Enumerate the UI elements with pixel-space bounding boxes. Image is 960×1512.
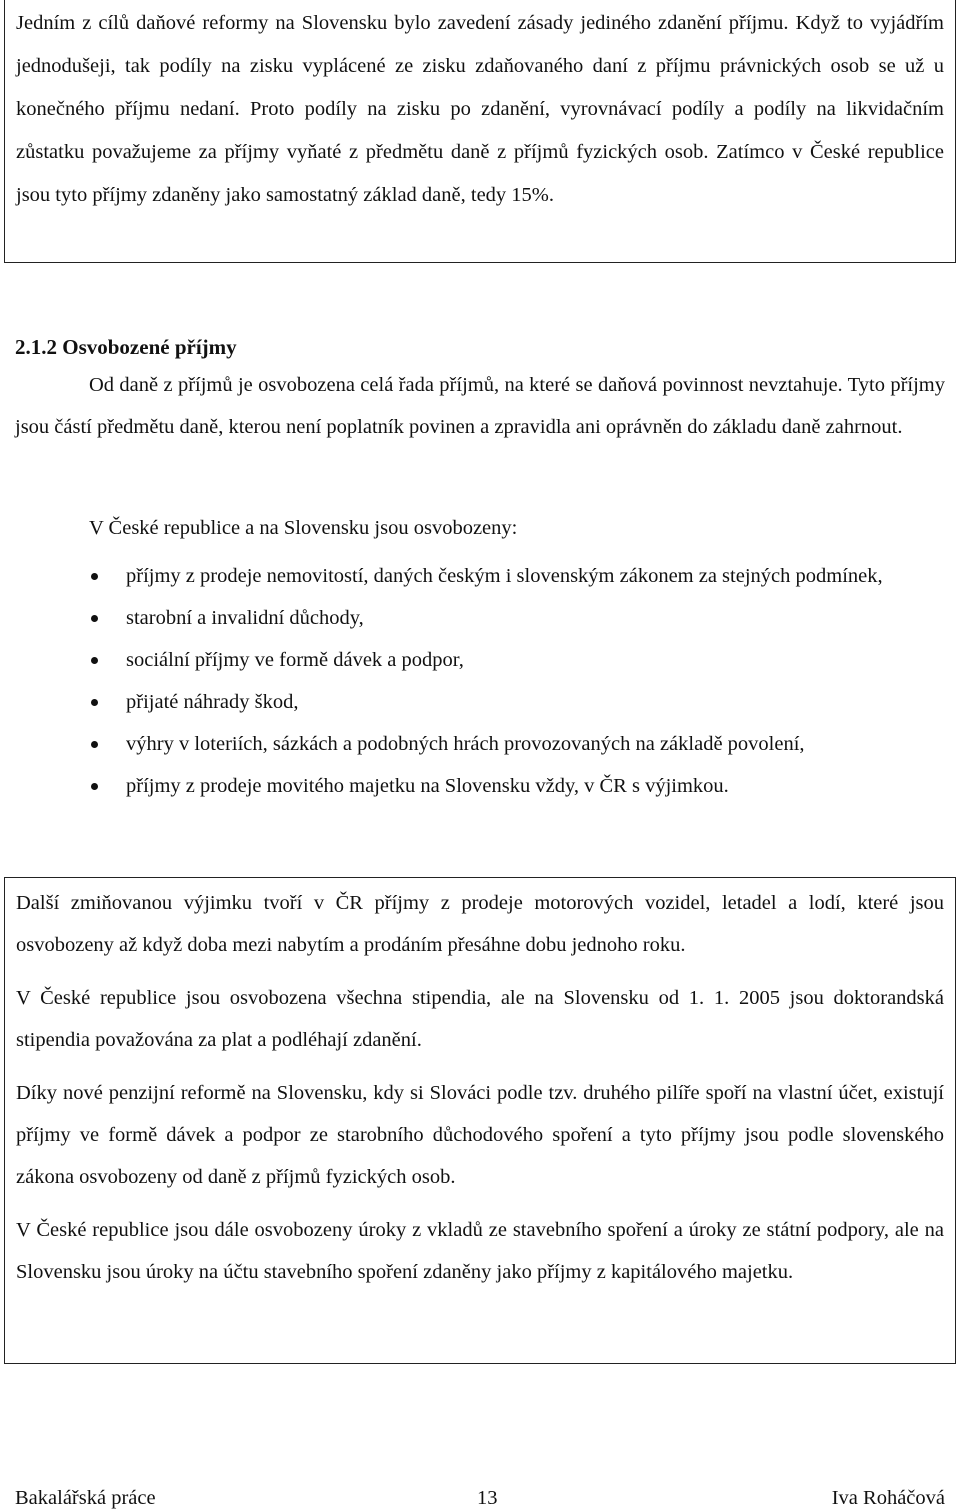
bullet-icon — [91, 699, 98, 706]
footer-author: Iva Roháčová — [831, 1487, 945, 1509]
list-intro: V České republice a na Slovensku jsou osvobozeny: — [89, 517, 518, 539]
paragraph-exempt-income: Od daně z příjmů je osvobozena celá řada příjmů, na které se daňová povinnost nevztahuje. Tyto příjmy jsou částí předmětu daně, kterou není poplatník povinen a zpravidla ani oprávněn do základu daně zahrnout. — [15, 374, 945, 438]
section-heading: 2.1.2 Osvobozené příjmy — [15, 335, 237, 359]
bullet-icon — [91, 615, 98, 622]
page-footer — [15, 1484, 945, 1512]
list-item-text: přijaté náhrady škod, — [126, 691, 299, 713]
bullet-icon — [91, 573, 98, 580]
footer-thesis-label: Bakalářská práce — [15, 1487, 156, 1509]
list-item-text: starobní a invalidní důchody, — [126, 607, 364, 629]
list-item — [0, 604, 960, 632]
paragraph-single-taxation: Jedním z cílů daňové reformy na Slovensku bylo zavedení zásady jediného zdanění příjmu. Když to vyjádřím jednodušeji, tak podíly na zisku vyplácené ze zisku zdaňovaného daní z příjmu právnických osob se už u konečného příjmu nedaní. Proto podíly na zisku po zdanění, vyrovnávací podíly a podíly na likvidačním zůstatku považujeme za příjmy vyňaté z předmětu daně z příjmů fyzických osob. Zatímco v České republice jsou tyto příjmy zdaněny jako samostatný základ daně, tedy 15%. — [16, 12, 944, 206]
bullet-icon — [91, 741, 98, 748]
list-item — [0, 688, 960, 716]
bullet-icon — [91, 657, 98, 664]
list-item — [0, 646, 960, 674]
page-number: 13 — [477, 1487, 498, 1509]
bullet-icon — [91, 783, 98, 790]
list-item-text: příjmy z prodeje nemovitostí, daných českým i slovenským zákonem za stejných podmínek, — [126, 565, 883, 587]
list-item — [0, 772, 960, 800]
paragraph-stipends: V České republice jsou osvobozena všechna stipendia, ale na Slovensku od 1. 1. 2005 jsou doktorandská stipendia považována za plat a podléhají zdanění. — [16, 987, 944, 1051]
list-item-text: výhry v loteriích, sázkách a podobných hrách provozovaných na základě povolení, — [126, 733, 805, 755]
paragraph-vehicles: Další zmiňovanou výjimku tvoří v ČR příjmy z prodeje motorových vozidel, letadel a lodí, které jsou osvobozeny až když doba mezi nabytím a prodáním přesáhne dobu jednoho roku. — [16, 892, 944, 956]
list-item — [0, 562, 960, 590]
boxed-text-top — [4, 0, 956, 263]
section-body — [15, 364, 945, 448]
paragraph-interest: V České republice jsou dále osvobozeny úroky z vkladů ze stavebního spoření a úroky ze státní podpory, ale na Slovensku jsou úroky na účtu stavebního spoření zdaněny jako příjmy z kapitálového majetku. — [16, 1219, 944, 1283]
boxed-text-bottom — [4, 877, 956, 1364]
list-item-text: sociální příjmy ve formě dávek a podpor, — [126, 649, 464, 671]
list-item-text: příjmy z prodeje movitého majetku na Slovensku vždy, v ČR s výjimkou. — [126, 775, 729, 797]
exempt-income-list — [0, 562, 960, 814]
list-item — [0, 730, 960, 758]
paragraph-pension: Díky nové penzijní reformě na Slovensku, kdy si Slováci podle tzv. druhého pilíře spoří na vlastní účet, existují příjmy ve formě dávek a podpor ze starobního důchodového spoření a tyto příjmy jsou podle slovenského zákona osvobozeny od daně z příjmů fyzických osob. — [16, 1082, 944, 1188]
